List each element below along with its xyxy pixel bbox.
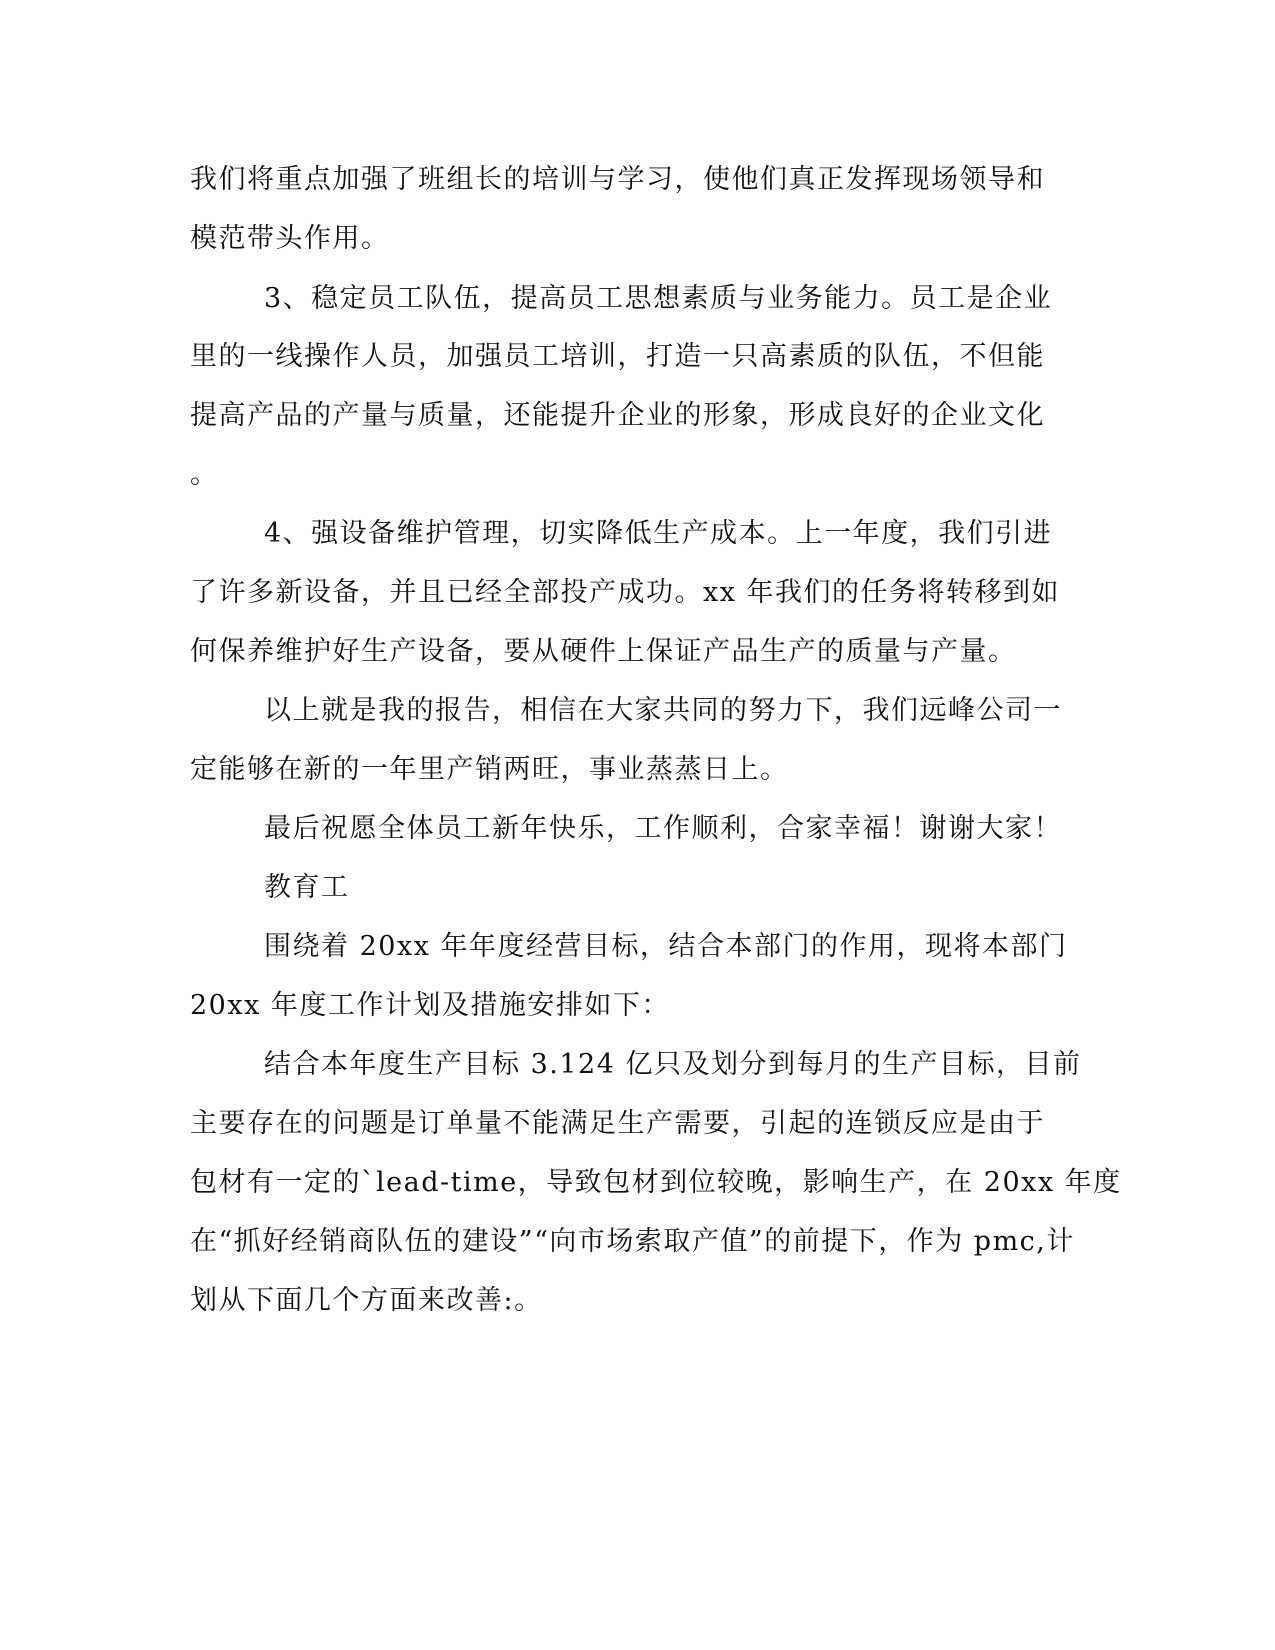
text-line: 我们将重点加强了班组长的培训与学习，使他们真正发挥现场领导和 — [190, 164, 1045, 195]
text-line: 最后祝愿全体员工新年快乐，工作顺利，合家幸福！谢谢大家！ — [264, 813, 1062, 844]
text-line: 结合本年度生产目标 3.124 亿只及划分到每月的生产目标，目前 — [264, 1049, 1082, 1080]
text-line: 定能够在新的一年里产销两旺，事业蒸蒸日上。 — [190, 754, 789, 785]
text-line: 划从下面几个方面来改善:。 — [190, 1285, 543, 1316]
text-line: 何保养维护好生产设备，要从硬件上保证产品生产的质量与产量。 — [190, 636, 1017, 667]
text-line: 在“抓好经销商队伍的建设”“向市场索取产值”的前提下，作为 pmc,计 — [190, 1226, 1075, 1257]
text-line: 模范带头作用。 — [190, 223, 390, 254]
text-line: 了许多新设备，并且已经全部投产成功。xx 年我们的任务将转移到如 — [190, 577, 1061, 608]
text-line: 3、稳定员工队伍，提高员工思想素质与业务能力。员工是企业 — [264, 283, 1053, 314]
text-line: 以上就是我的报告，相信在大家共同的努力下，我们远峰公司一 — [264, 695, 1062, 726]
text-line: 教育工 — [264, 872, 350, 903]
text-line: 主要存在的问题是订单量不能满足生产需要，引起的连锁反应是由于 — [190, 1108, 1045, 1139]
text-line: 围绕着 20xx 年年度经营目标，结合本部门的作用，现将本部门 — [264, 931, 1068, 962]
text-line: 里的一线操作人员，加强员工培训，打造一只高素质的队伍，不但能 — [190, 341, 1045, 372]
text-line: 20xx 年度工作计划及措施安排如下： — [190, 990, 670, 1021]
text-line: 4、强设备维护管理，切实降低生产成本。上一年度，我们引进 — [264, 518, 1053, 549]
text-line: 提高产品的产量与质量，还能提升企业的形象，形成良好的企业文化 — [190, 400, 1045, 431]
text-line: 包材有一定的`lead-time，导致包材到位较晚，影响生产，在 20xx 年度 — [190, 1167, 1122, 1198]
text-line: 。 — [190, 459, 219, 490]
